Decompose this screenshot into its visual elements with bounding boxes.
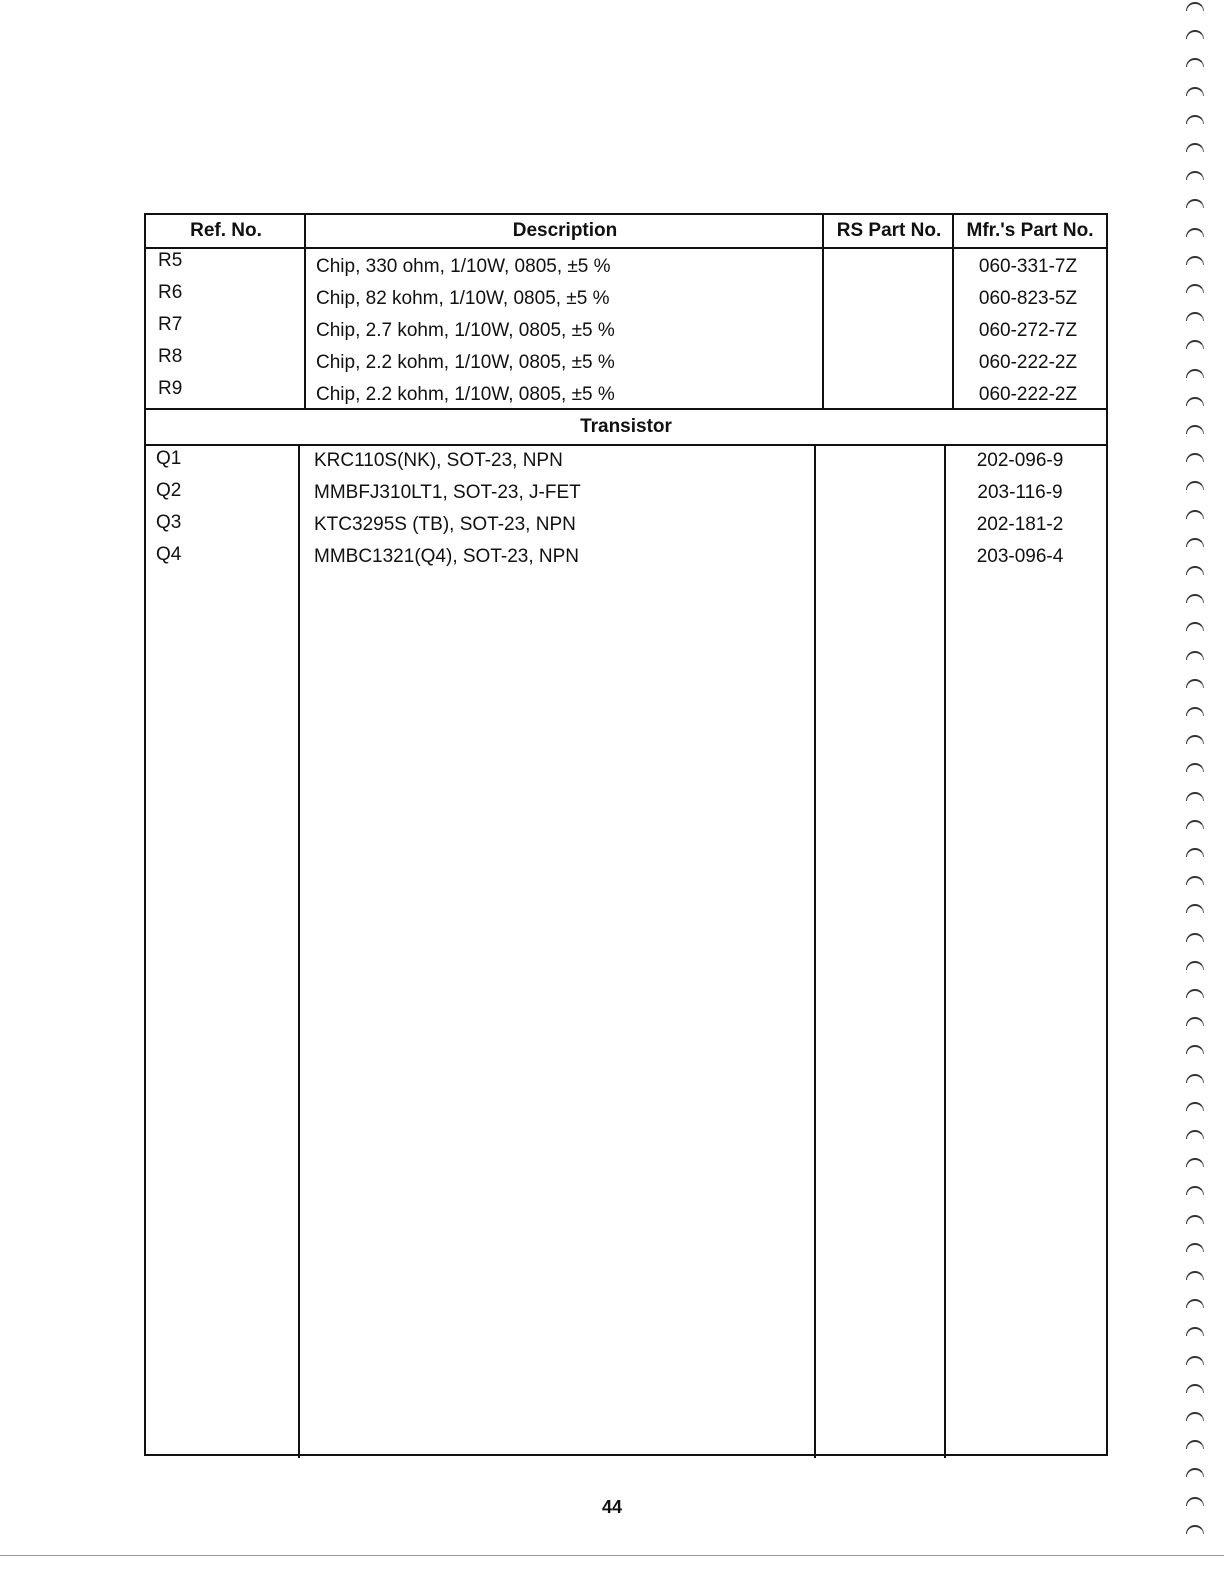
binding-hole — [1186, 876, 1204, 885]
description-cell: MMBC1321(Q4), SOT-23, NPN — [314, 546, 580, 567]
binding-hole — [1186, 1468, 1204, 1477]
binding-hole — [1186, 425, 1204, 434]
column-divider — [814, 442, 816, 1458]
description-cell: Chip, 2.2 kohm, 1/10W, 0805, ±5 % — [316, 352, 615, 373]
binding-hole — [1186, 2, 1204, 11]
binding-hole — [1186, 1412, 1204, 1421]
mfr-part-cell: 203-116-9 — [977, 482, 1063, 503]
binding-hole — [1186, 566, 1204, 575]
binding-hole — [1186, 312, 1204, 321]
binding-hole — [1186, 1440, 1204, 1449]
description-cell: Chip, 2.7 kohm, 1/10W, 0805, ±5 % — [316, 320, 615, 341]
binding-hole — [1186, 1356, 1204, 1365]
binding-hole — [1186, 1384, 1204, 1393]
description-cell: Chip, 82 kohm, 1/10W, 0805, ±5 % — [316, 288, 610, 309]
binding-hole — [1186, 1102, 1204, 1111]
page-number: 44 — [601, 1497, 623, 1517]
binding-hole — [1186, 820, 1204, 829]
description-cell: KTC3295S (TB), SOT-23, NPN — [314, 514, 576, 535]
ref-no-cell: Q1 — [156, 448, 182, 469]
mfr-part-cell: 060-331-7Z — [978, 256, 1078, 277]
column-divider — [944, 442, 946, 1458]
table-row — [146, 315, 1106, 347]
binding-hole — [1186, 763, 1204, 772]
mfr-part-cell: 060-823-5Z — [978, 288, 1078, 309]
ref-no-cell: R7 — [158, 314, 183, 335]
binding-hole — [1186, 1074, 1204, 1083]
table-row — [146, 379, 1106, 411]
binding-hole — [1186, 1243, 1204, 1252]
binding-hole — [1186, 510, 1204, 519]
binding-hole — [1186, 1045, 1204, 1054]
ref-no-cell: R9 — [158, 378, 183, 399]
description-cell: KRC110S(NK), SOT-23, NPN — [314, 450, 563, 471]
binding-hole — [1186, 1186, 1204, 1195]
table-row — [146, 541, 1106, 573]
section-title-transistor: Transistor — [146, 408, 1106, 446]
binding-hole — [1186, 87, 1204, 96]
mfr-part-cell: 060-222-2Z — [978, 384, 1078, 405]
table-row — [146, 283, 1106, 315]
binding-hole — [1186, 481, 1204, 490]
binding-hole — [1186, 792, 1204, 801]
header-rs-part-no: RS Part No. — [836, 220, 942, 241]
ref-no-cell: Q3 — [156, 512, 182, 533]
binding-hole — [1186, 961, 1204, 970]
binding-hole — [1186, 369, 1204, 378]
page-edge-rule — [0, 1555, 1224, 1556]
ref-no-cell: R6 — [158, 282, 183, 303]
binding-hole — [1186, 228, 1204, 237]
table-header-row — [146, 215, 1106, 249]
binding-hole — [1186, 256, 1204, 265]
description-cell: Chip, 330 ohm, 1/10W, 0805, ±5 % — [316, 256, 611, 277]
mfr-part-cell: 060-222-2Z — [978, 352, 1078, 373]
binding-hole — [1186, 1327, 1204, 1336]
header-ref-no: Ref. No. — [190, 220, 262, 241]
binding-hole — [1186, 594, 1204, 603]
binding-hole — [1186, 143, 1204, 152]
table-row — [146, 477, 1106, 509]
binding-hole — [1186, 707, 1204, 716]
description-cell: Chip, 2.2 kohm, 1/10W, 0805, ±5 % — [316, 384, 615, 405]
binding-hole — [1186, 1215, 1204, 1224]
binding-hole — [1186, 1525, 1204, 1534]
table-row — [146, 445, 1106, 477]
binding-hole — [1186, 284, 1204, 293]
table-row — [146, 347, 1106, 379]
ref-no-cell: Q4 — [156, 544, 182, 565]
binding-hole — [1186, 453, 1204, 462]
binding-hole — [1186, 1017, 1204, 1026]
binding-hole — [1186, 115, 1204, 124]
mfr-part-cell: 202-096-9 — [976, 450, 1064, 471]
binding-hole — [1186, 735, 1204, 744]
mfr-part-cell: 203-096-4 — [976, 546, 1064, 567]
binding-hole — [1186, 904, 1204, 913]
ref-no-cell: Q2 — [156, 480, 182, 501]
binding-hole — [1186, 1158, 1204, 1167]
binding-hole — [1186, 171, 1204, 180]
binding-hole — [1186, 1299, 1204, 1308]
parts-list-table — [144, 213, 1108, 1456]
binding-hole — [1186, 1130, 1204, 1139]
header-description: Description — [512, 220, 618, 241]
binding-hole — [1186, 622, 1204, 631]
table-row — [146, 251, 1106, 283]
binding-hole — [1186, 848, 1204, 857]
binding-hole — [1186, 1271, 1204, 1280]
table-row — [146, 509, 1106, 541]
binding-edge — [1182, 0, 1210, 1584]
binding-hole — [1186, 538, 1204, 547]
mfr-part-cell: 060-272-7Z — [978, 320, 1078, 341]
binding-hole — [1186, 58, 1204, 67]
binding-hole — [1186, 933, 1204, 942]
binding-hole — [1186, 340, 1204, 349]
binding-hole — [1186, 989, 1204, 998]
header-mfr-part-no: Mfr.'s Part No. — [966, 220, 1094, 241]
column-divider — [298, 442, 300, 1458]
binding-hole — [1186, 30, 1204, 39]
binding-hole — [1186, 679, 1204, 688]
binding-hole — [1186, 397, 1204, 406]
mfr-part-cell: 202-181-2 — [976, 514, 1064, 535]
binding-hole — [1186, 1497, 1204, 1506]
ref-no-cell: R8 — [158, 346, 183, 367]
binding-hole — [1186, 651, 1204, 660]
description-cell: MMBFJ310LT1, SOT-23, J-FET — [314, 482, 581, 503]
ref-no-cell: R5 — [158, 250, 183, 271]
binding-hole — [1186, 199, 1204, 208]
